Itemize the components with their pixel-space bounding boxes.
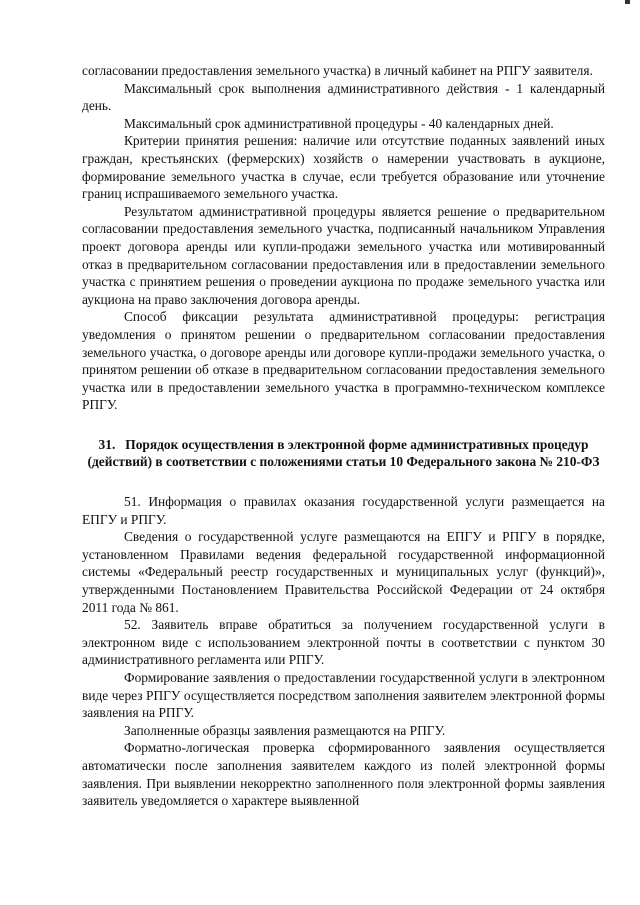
paragraph-samples: Заполненные образцы заявления размещаются на РПГУ. <box>124 722 446 738</box>
paragraph-max-procedure-time: Максимальный срок административной процедуры - 40 календарных дней. <box>124 115 554 131</box>
paragraph-max-action-time: Максимальный срок выполнения административного действия - 1 календарный день. <box>82 80 605 114</box>
paragraph-52: 52. Заявитель вправе обратиться за получением государственной услуги в электронном виде с использованием электронной почты в соответствии с пунктом 30 административного регламента или РПГУ. <box>82 617 605 668</box>
section-number: 31. <box>98 436 116 452</box>
paragraph-continuation: согласовании предоставления земельного участка) в личный кабинет на РПГУ заявителя. <box>82 63 593 78</box>
scan-mark <box>625 0 630 4</box>
paragraph-format-check: Форматно-логическая проверка сформированного заявления осуществляется автоматически после заполнения заявителем каждого из полей электронной формы заявления. При выявлении некорректно заполненного поля электронной формы заявления заявитель уведомляется о характере выявленной <box>82 740 605 809</box>
document-page <box>82 62 605 810</box>
paragraph-51: 51. Информация о правилах оказания государственной услуги размещается на ЕПГУ и РПГУ. <box>82 494 605 527</box>
paragraph-service-info: Сведения о государственной услуге размещаются на ЕПГУ и РПГУ в порядке, установленном Правилами ведения федеральной государственной информационной системы «Федеральный реестр государственных и муниципальных услуг (функций)», утвержденными Постановлением Правительства Российской Федерации от 24 октября 2011 года № 861. <box>82 529 605 615</box>
paragraph-decision-criteria: Критерии принятия решения: наличие или отсутствие поданных заявлений иных граждан, крестьянских (фермерских) хозяйств о намерении участвовать в аукционе, формирование земельного участка в случае, если требуется образование или уточнение границ испрашиваемого земельного участка. <box>82 133 605 202</box>
paragraph-result-fixation: Способ фиксации результата административной процедуры: регистрация уведомления о принятом решении о предварительном согласовании предоставления земельного участка, о договоре аренды или договоре купли-продажи земельного участка, о принятом решении об отказе в предварительном согласовании предоставления земельного участка или в предоставлении земельного участка в программно-техническом комплексе РПГУ. <box>82 309 605 413</box>
paragraph-application-form: Формирование заявления о предоставлении государственной услуги в электронном виде через РПГУ осуществляется посредством заполнения заявителем электронной формы заявления на РПГУ. <box>82 670 605 721</box>
section-heading <box>82 436 605 471</box>
section-title: Порядок осуществления в электронной форме административных процедур (действий) в соответствии с положениями статьи 10 Федерального закона № 210-ФЗ <box>87 436 600 470</box>
paragraph-procedure-result: Результатом административной процедуры является решение о предварительном согласовании предоставления земельного участка, подписанный начальником Управления проект договора аренды или купли-продажи земельного участка или мотивированный отказ в предварительном согласовании предоставления или в предоставлении земельного участка с принятием решения о проведении аукциона по продаже земельного участка или аукциона на право заключения договора аренды. <box>82 203 605 307</box>
